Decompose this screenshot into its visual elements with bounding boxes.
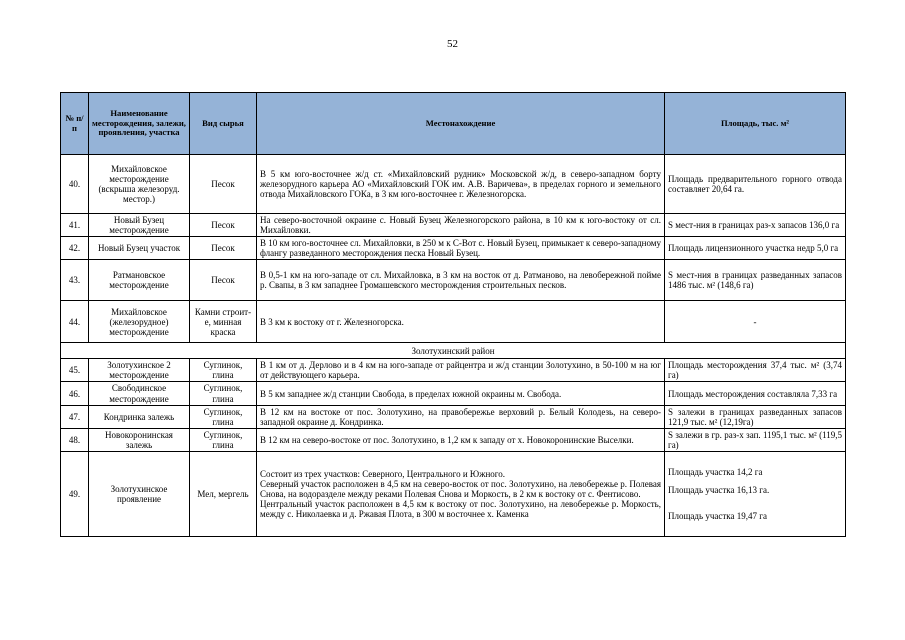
row-location: В 12 км на востоке от пос. Золотухино, на правобережье верховий р. Белый Колодезь, на северо-западной окраине д. Кондринка. bbox=[257, 405, 665, 428]
row-name: Золотухинское 2 месторождение bbox=[89, 359, 190, 382]
header-area: Площадь, тыс. м² bbox=[665, 93, 846, 155]
row-name: Новый Бузец месторождение bbox=[89, 214, 190, 237]
row-raw: Суглинок, глина bbox=[190, 382, 257, 405]
header-raw: Вид сырья bbox=[190, 93, 257, 155]
row-raw: Камни строит-е, минная краска bbox=[190, 301, 257, 343]
row-num: 40. bbox=[61, 155, 89, 214]
table-row bbox=[61, 260, 846, 301]
row-area: Площадь лицензионного участка недр 5,0 га bbox=[665, 237, 846, 260]
row-name: Золотухинское проявление bbox=[89, 451, 190, 536]
row-area: S мест-ния в границах раз-х запасов 136,0 га bbox=[665, 214, 846, 237]
row-raw: Песок bbox=[190, 155, 257, 214]
row-name: Свободинское месторождение bbox=[89, 382, 190, 405]
table-row bbox=[61, 301, 846, 343]
row-location: В 5 км юго-восточнее ж/д ст. «Михайловский рудник» Московской ж/д, в северо-западном борту железорудного карьера АО «Михайловский ГОК им. А.В. Варичева», в пределах горного и земельного отвода Михайловского ГОКа, в 3 км юго-восточнее г. Железногорска. bbox=[257, 155, 665, 214]
row-num: 47. bbox=[61, 405, 89, 428]
header-num: № п/п bbox=[61, 93, 89, 155]
location-part-2: Северный участок расположен в 4,5 км на северо-восток от пос. Золотухино, на левобережье р. Полевая Снова, на водоразделе между реками Полевая Снова и Моркость, в 2 км к востоку от с. Фентисово. bbox=[260, 478, 661, 499]
area-part-2: Площадь участка 16,13 га. bbox=[668, 484, 770, 495]
location-part-3: Центральный участок расположен в 4,5 км к востоку от пос. Золотухино, на левобережье р. Моркость, между с. Николаевка и д. Ржавая Плота, в 300 м восточнее х. Каменка bbox=[260, 498, 661, 520]
row-num: 42. bbox=[61, 237, 89, 260]
row-location: В 1 км от д. Дерлово и в 4 км на юго-западе от райцентра и ж/д станции Золотухино, в 50-100 м на юг от действующего карьера. bbox=[257, 359, 665, 382]
district-row bbox=[61, 343, 846, 359]
table-row bbox=[61, 428, 846, 451]
table-row bbox=[61, 214, 846, 237]
area-part-1: Площадь участка 14,2 га bbox=[668, 466, 763, 477]
header-location: Местонахождение bbox=[257, 93, 665, 155]
row-raw: Суглинок, глина bbox=[190, 428, 257, 451]
row-name: Михайловское (железорудное) месторождение bbox=[89, 301, 190, 343]
table-header-row bbox=[61, 93, 846, 155]
row-location: В 5 км западнее ж/д станции Свобода, в пределах южной окраины м. Свобода. bbox=[257, 382, 665, 405]
row-num: 44. bbox=[61, 301, 89, 343]
row-num: 43. bbox=[61, 260, 89, 301]
row-num: 45. bbox=[61, 359, 89, 382]
table-row bbox=[61, 382, 846, 405]
row-location: В 12 км на северо-востоке от пос. Золотухино, в 1,2 км к западу от х. Новокоронинские Выселки. bbox=[257, 428, 665, 451]
area-part-3: Площадь участка 19,47 га bbox=[668, 510, 767, 521]
row-num: 48. bbox=[61, 428, 89, 451]
table-row bbox=[61, 405, 846, 428]
table-row bbox=[61, 237, 846, 260]
location-part-1: Состоит из трех участков: Северного, Центрального и Южного. bbox=[260, 468, 506, 479]
page-number: 52 bbox=[447, 38, 458, 50]
row-num: 41. bbox=[61, 214, 89, 237]
row-raw: Песок bbox=[190, 260, 257, 301]
row-num: 49. bbox=[61, 451, 89, 536]
row-name: Кондринка залежь bbox=[89, 405, 190, 428]
row-area: Площадь месторождения 37,4 тыс. м² (3,74 га) bbox=[665, 359, 846, 382]
row-location: В 0,5-1 км на юго-западе от сл. Михайловка, в 3 км на восток от д. Ратманово, на левобережной пойме р. Свапы, в 3 км западнее Громашевского месторождения строительных песков. bbox=[257, 260, 665, 301]
row-num: 46. bbox=[61, 382, 89, 405]
row-name: Михайловское месторождение (вскрыша железоруд. местор.) bbox=[89, 155, 190, 214]
row-area bbox=[665, 451, 846, 536]
row-location: В 10 км юго-восточнее сл. Михайловки, в 250 м к С-Вот с. Новый Бузец, примыкает к северо-западному флангу разведанного месторождения песка Новый Бузец. bbox=[257, 237, 665, 260]
deposits-table bbox=[60, 92, 846, 537]
row-area: S залежи в границах разведанных запасов 121,9 тыс. м² (12,19га) bbox=[665, 405, 846, 428]
row-area: S мест-ния в границах разведанных запасов 1486 тыс. м² (148,6 га) bbox=[665, 260, 846, 301]
table-row bbox=[61, 451, 846, 536]
row-location: В 3 км к востоку от г. Железногорска. bbox=[257, 301, 665, 343]
header-name: Наименование месторождения, залежи, проявления, участка bbox=[89, 93, 190, 155]
row-area: Площадь предварительного горного отвода составляет 20,64 га. bbox=[665, 155, 846, 214]
row-area: - bbox=[665, 301, 846, 343]
table-row bbox=[61, 155, 846, 214]
row-area: Площадь месторождения составляла 7,33 га bbox=[665, 382, 846, 405]
row-raw: Мел, мергель bbox=[190, 451, 257, 536]
row-name: Новый Бузец участок bbox=[89, 237, 190, 260]
row-raw: Песок bbox=[190, 237, 257, 260]
row-raw: Суглинок, глина bbox=[190, 359, 257, 382]
row-name: Новокоронинская залежь bbox=[89, 428, 190, 451]
row-location bbox=[257, 451, 665, 536]
row-area: S залежи в гр. раз-х зап. 1195,1 тыс. м² (119,5 га) bbox=[665, 428, 846, 451]
table-row bbox=[61, 359, 846, 382]
district-title: Золотухинский район bbox=[61, 343, 846, 359]
row-name: Ратмановское месторождение bbox=[89, 260, 190, 301]
row-raw: Суглинок, глина bbox=[190, 405, 257, 428]
row-raw: Песок bbox=[190, 214, 257, 237]
row-location: На северо-восточной окраине с. Новый Бузец Железногорского района, в 10 км к юго-востоку от сл. Михайловки. bbox=[257, 214, 665, 237]
